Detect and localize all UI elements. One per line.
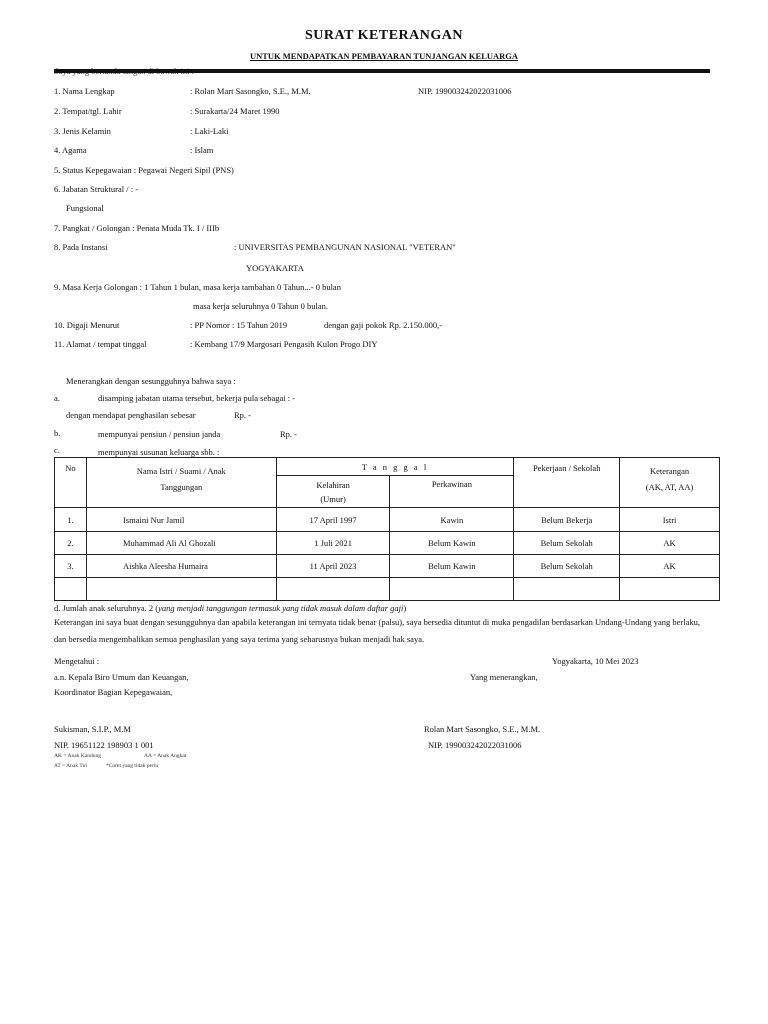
declare-a-marker: a. — [54, 393, 60, 403]
header-kelahiran-line2: (Umur) — [320, 493, 346, 504]
field-religion-label: 4. Agama — [54, 145, 87, 155]
row-birth: 1 Juli 2021 — [276, 532, 390, 555]
field-rank: 7. Pangkat / Golongan : Penata Muda Tk. I / IIIb — [54, 223, 220, 233]
empty-cell — [620, 578, 720, 601]
children-count-line — [54, 603, 406, 613]
header-ket-line1: Keterangan — [649, 466, 690, 476]
sign-place-date: Yogyakarta, 10 Mei 2023 — [552, 656, 639, 666]
header-perkawinan: Perkawinan — [390, 476, 514, 508]
header-ket-line2: (AK, AT, AA) — [645, 482, 694, 492]
row-no: 2. — [55, 532, 87, 555]
row-marriage: Belum Kawin — [390, 532, 514, 555]
field-position: 6. Jabatan Struktural / : - — [54, 184, 139, 194]
declare-b-text: mempunyai pensiun / pensiun janda — [98, 429, 221, 439]
declare-a-rp: Rp. - — [234, 410, 251, 420]
header-no: No — [55, 458, 87, 508]
footnote-ak: AK = Anak Kandung — [54, 753, 101, 759]
children-count-text: d. Jumlah anak seluruhnya. 2 ( — [54, 603, 159, 613]
field-nip-value: NIP. 199003242022031006 — [418, 86, 512, 96]
field-address-value: : Kembang 17/9 Margosari Pengasih Kulon Progo DIY — [190, 339, 378, 349]
table-row — [55, 555, 720, 578]
empty-cell — [276, 578, 390, 601]
declare-a-cont: dengan mendapat penghasilan sebesar — [66, 410, 196, 420]
declare-c-marker: c. — [54, 445, 60, 455]
header-name-line2: Tanggungan — [160, 482, 203, 492]
row-note: AK — [620, 555, 720, 578]
field-salary-amount: dengan gaji pokok Rp. 2.150.000,- — [324, 320, 443, 330]
field-gender-label: 3. Jenis Kelamin — [54, 126, 111, 136]
empty-cell — [514, 578, 620, 601]
sign-left-name: Sukisman, S.I.P., M.M — [54, 724, 131, 734]
declare-b-rp: Rp. - — [280, 429, 297, 439]
field-name-value: : Rolan Mart Sasongko, S.E., M.M. — [190, 86, 311, 96]
header-name-line1: Nama Istri / Suami / Anak — [136, 466, 226, 476]
row-no: 1. — [55, 508, 87, 532]
empty-cell — [55, 578, 87, 601]
row-work: Belum Bekerja — [514, 508, 620, 532]
header-name — [86, 458, 276, 508]
field-agency-cont: YOGYAKARTA — [246, 263, 304, 273]
field-birth-value: : Surakarta/24 Maret 1990 — [190, 106, 280, 116]
sign-left-line2: Koordinator Bagian Kepegawaian, — [54, 687, 173, 697]
empty-cell — [390, 578, 514, 601]
field-tenure: 9. Masa Kerja Golongan : 1 Tahun 1 bulan, masa kerja tambahan 0 Tahun...- 0 bulan — [54, 282, 341, 292]
footnote-aa: AA = Anak Angkat — [144, 753, 187, 759]
children-count-note: yang menjadi tanggungan termasuk yang tidak masuk dalam daftar gaji — [158, 603, 404, 613]
row-no: 3. — [55, 555, 87, 578]
statement-line-1: Keterangan ini saya buat dengan sesungguhnya dan apabila keterangan ini ternyata tidak benar (palsu), saya bersedia dituntut di muka pengadilan berdasarkan Undang-Undang yang berlaku, — [54, 617, 701, 627]
footnote-at: AT = Anak Tiri — [54, 763, 88, 769]
sign-left-line1: a.n. Kepala Biro Umum dan Keuangan, — [54, 672, 189, 682]
field-gender-value: : Laki-Laki — [190, 126, 229, 136]
declare-b-marker: b. — [54, 428, 61, 438]
document-subtitle: UNTUK MENDAPATKAN PEMBAYARAN TUNJANGAN KELUARGA — [249, 51, 519, 61]
field-religion-value: : Islam — [190, 145, 214, 155]
header-kelahiran — [276, 476, 390, 508]
table-row — [55, 532, 720, 555]
sign-right-head: Yang menerangkan, — [470, 672, 538, 682]
row-name: Muhammad Ali Al Ghozali — [86, 532, 276, 555]
table-header-row — [55, 458, 720, 476]
header-tanggal: T a n g g a l — [276, 458, 514, 476]
sign-right-nip: NIP. 199003242022031006 — [428, 740, 522, 750]
family-table — [54, 457, 720, 601]
row-marriage: Belum Kawin — [390, 555, 514, 578]
row-note: Istri — [620, 508, 720, 532]
sign-right-name: Rolan Mart Sasongko, S.E., M.M. — [424, 724, 541, 734]
row-name: Ismaini Nur Jamil — [86, 508, 276, 532]
header-kelahiran-line1: Kelahiran — [316, 479, 350, 490]
row-work: Belum Sekolah — [514, 555, 620, 578]
field-position-cont: Fungsional — [66, 203, 104, 213]
table-row — [55, 508, 720, 532]
footnote-coret: *Coret yang tidak perlu — [106, 763, 159, 769]
statement-line-2: dan bersedia mengembalikan semua penghasilan yang saya terima yang seharusnya bukan menjadi hak saya. — [54, 634, 425, 644]
field-status: 5. Status Kepegawaian : Pegawai Negeri Sipil (PNS) — [54, 165, 234, 175]
row-name: Aishka Aleesha Humaira — [86, 555, 276, 578]
document-title: SURAT KETERANGAN — [304, 28, 463, 43]
field-tenure-cont: masa kerja seluruhnya 0 Tahun 0 bulan. — [193, 301, 328, 311]
sign-left-nip: NIP. 19651122 198903 1 001 — [54, 740, 154, 750]
header-pekerjaan: Pekerjaan / Sekolah — [514, 458, 620, 508]
field-name-label: 1. Nama Lengkap — [54, 86, 115, 96]
field-birth-label: 2. Tempat/tgl. Lahir — [54, 106, 122, 116]
row-note: AK — [620, 532, 720, 555]
row-work: Belum Sekolah — [514, 532, 620, 555]
row-birth: 11 April 2023 — [276, 555, 390, 578]
header-rule — [54, 69, 710, 73]
empty-cell — [86, 578, 276, 601]
field-address-label: 11. Alamat / tempat tinggal — [54, 339, 147, 349]
field-salary-label: 10. Digaji Menurut — [54, 320, 120, 330]
declare-a-text: disamping jabatan utama tersebut, bekerja pula sebagai : - — [98, 393, 296, 403]
field-salary-value: : PP Nomor : 15 Tahun 2019 — [190, 320, 288, 330]
row-marriage: Kawin — [390, 508, 514, 532]
declare-intro: Menerangkan dengan sesungguhnya bahwa saya : — [66, 376, 236, 386]
field-agency-value: : UNIVERSITAS PEMBANGUNAN NASIONAL "VETERAN" — [234, 242, 456, 252]
row-birth: 17 April 1997 — [276, 508, 390, 532]
sign-left-head: Mengetahui : — [54, 656, 100, 666]
table-row-empty — [55, 578, 720, 601]
children-count-close: ) — [403, 603, 407, 613]
field-agency-label: 8. Pada Instansi — [54, 242, 108, 252]
header-keterangan — [620, 458, 720, 508]
declare-c-text: mempunyai susunan keluarga sbb. : — [98, 447, 220, 457]
